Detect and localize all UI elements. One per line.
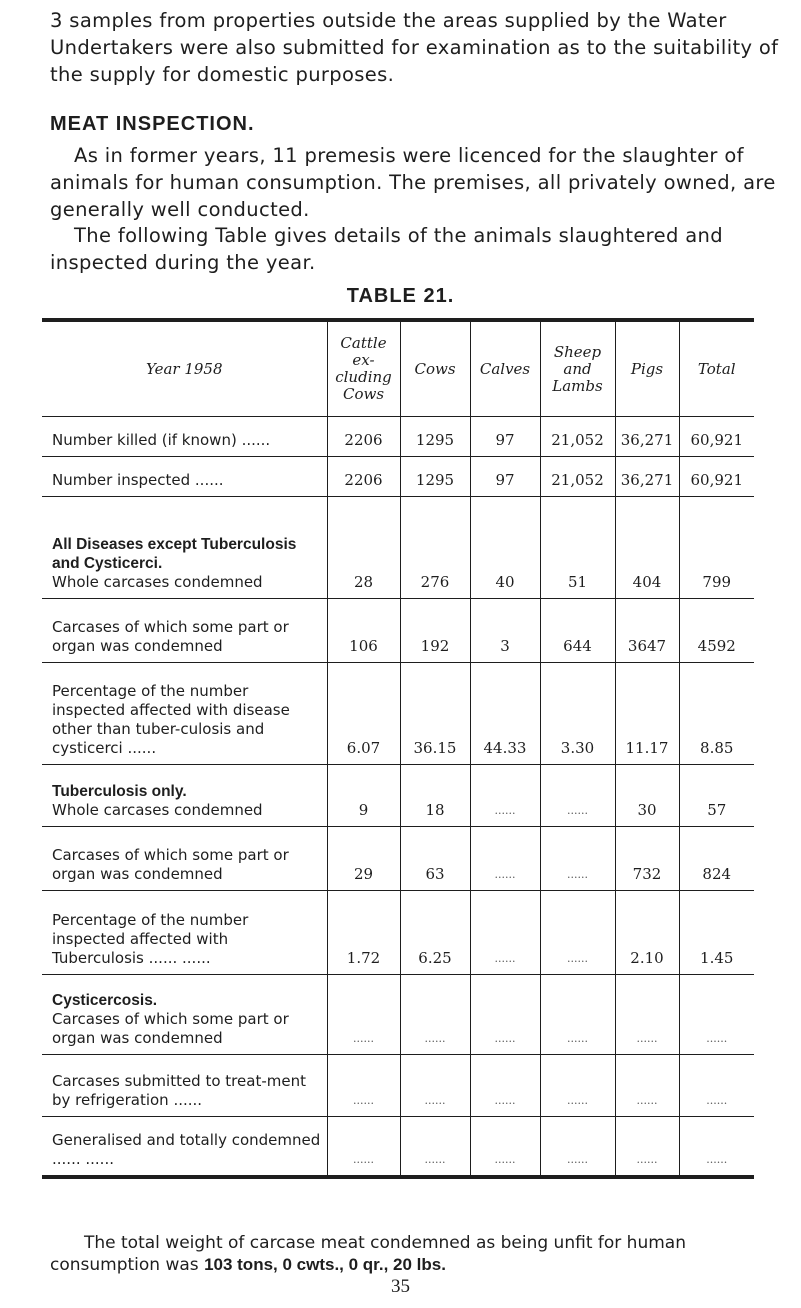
row-label-text: Number killed (if known) ...... <box>52 431 271 449</box>
column-header: Cows <box>400 320 470 417</box>
table-cell: ...... <box>470 1117 540 1177</box>
row-label-text: Whole carcases condemned <box>52 801 263 819</box>
footer-text: The total weight of carcase meat condemned as being unfit for human consumption was <box>50 1233 686 1275</box>
table-cell: 2.10 <box>615 891 679 975</box>
table-cell: ...... <box>540 891 615 975</box>
row-label <box>42 417 327 457</box>
table-cell: 3 <box>470 599 540 663</box>
table-cell: 3.30 <box>540 663 615 765</box>
table-cell: ...... <box>540 975 615 1055</box>
table-row <box>42 891 754 975</box>
table-cell: ...... <box>615 1117 679 1177</box>
table-cell: ...... <box>470 827 540 891</box>
row-label <box>42 1055 327 1117</box>
table-row <box>42 663 754 765</box>
table-row <box>42 497 754 599</box>
row-label-text: Percentage of the number inspected affected with disease other than tuber-culosis and cysticerci ...... <box>52 682 290 757</box>
row-group-heading: All Diseases except Tuberculosis and Cysticerci. <box>52 536 297 572</box>
row-group-heading: Cysticercosis. <box>52 992 158 1009</box>
table-row <box>42 975 754 1055</box>
column-header: Sheep and Lambs <box>540 320 615 417</box>
row-label <box>42 1117 327 1177</box>
slaughter-table <box>42 318 754 1179</box>
table-cell: 404 <box>615 497 679 599</box>
table-cell: 28 <box>327 497 400 599</box>
table-cell: 18 <box>400 765 470 827</box>
table-cell: 3647 <box>615 599 679 663</box>
table-cell: ...... <box>327 1117 400 1177</box>
table-cell: ...... <box>540 765 615 827</box>
column-header: Total <box>679 320 754 417</box>
table-cell: 44.33 <box>470 663 540 765</box>
table-cell: 29 <box>327 827 400 891</box>
table-row <box>42 417 754 457</box>
table-cell: 824 <box>679 827 754 891</box>
table-cell: 4592 <box>679 599 754 663</box>
table-cell: 276 <box>400 497 470 599</box>
table-cell: 97 <box>470 417 540 457</box>
table-row <box>42 599 754 663</box>
table-cell: 6.25 <box>400 891 470 975</box>
table-cell: ...... <box>679 975 754 1055</box>
table-cell: 1.45 <box>679 891 754 975</box>
row-label <box>42 765 327 827</box>
row-label-text: Percentage of the number inspected affected with Tuberculosis ...... ...... <box>52 911 249 967</box>
table-cell: 21,052 <box>540 417 615 457</box>
row-label <box>42 457 327 497</box>
table-cell: ...... <box>540 1117 615 1177</box>
table-cell: ...... <box>615 1055 679 1117</box>
table-cell: 644 <box>540 599 615 663</box>
table-cell: ...... <box>470 1055 540 1117</box>
table-row <box>42 457 754 497</box>
table-cell: ...... <box>400 1055 470 1117</box>
table-cell: 36,271 <box>615 457 679 497</box>
column-header: Calves <box>470 320 540 417</box>
column-header: Cattle ex-cluding Cows <box>327 320 400 417</box>
table-cell: ...... <box>540 827 615 891</box>
table-cell: 1295 <box>400 457 470 497</box>
row-label-text: Number inspected ...... <box>52 471 224 489</box>
footer-weight: 103 tons, 0 cwts., 0 qr., 20 lbs. <box>204 1255 446 1274</box>
table-row <box>42 827 754 891</box>
table-title: TABLE 21. <box>346 285 455 307</box>
table-cell: 40 <box>470 497 540 599</box>
row-label-text: Whole carcases condemned <box>52 573 263 591</box>
row-label <box>42 663 327 765</box>
footer-paragraph <box>50 1232 750 1276</box>
section-heading: MEAT INSPECTION. <box>50 113 255 135</box>
table-cell: ...... <box>540 1055 615 1117</box>
row-label-text: Carcases of which some part or organ was condemned <box>52 618 289 655</box>
table-cell: 2206 <box>327 417 400 457</box>
intro-paragraph: 3 samples from properties outside the areas supplied by the Water Undertakers were also submitted for examination as to the suitability of the supply for domestic purposes. <box>50 9 779 86</box>
table-cell: ...... <box>400 1117 470 1177</box>
column-header: Pigs <box>615 320 679 417</box>
row-label <box>42 891 327 975</box>
table-cell: ...... <box>400 975 470 1055</box>
table-cell: ...... <box>327 975 400 1055</box>
table-cell: 97 <box>470 457 540 497</box>
table-cell: 60,921 <box>679 457 754 497</box>
paragraph-table-intro: The following Table gives details of the animals slaughtered and inspected during the year. <box>50 224 723 274</box>
row-label-text: Carcases submitted to treat-ment by refrigeration ...... <box>52 1072 306 1109</box>
table-cell: 6.07 <box>327 663 400 765</box>
table-cell: 9 <box>327 765 400 827</box>
table-cell: 51 <box>540 497 615 599</box>
table-cell: 1295 <box>400 417 470 457</box>
table-cell: 799 <box>679 497 754 599</box>
table-cell: 192 <box>400 599 470 663</box>
row-group-heading: Tuberculosis only. <box>52 783 187 800</box>
table-cell: 30 <box>615 765 679 827</box>
table-cell: ...... <box>679 1055 754 1117</box>
table-cell: 60,921 <box>679 417 754 457</box>
table-header-row <box>42 320 754 417</box>
table-cell: ...... <box>470 975 540 1055</box>
table-cell: 8.85 <box>679 663 754 765</box>
table-cell: ...... <box>470 765 540 827</box>
table-cell: ...... <box>327 1055 400 1117</box>
row-label <box>42 975 327 1055</box>
row-label-text: Carcases of which some part or organ was condemned <box>52 1010 289 1047</box>
paragraph-premises: As in former years, 11 premesis were licenced for the slaughter of animals for human consumption. The premises, all privately owned, are generally well conducted. <box>50 144 776 221</box>
table-row <box>42 1055 754 1117</box>
row-label-text: Carcases of which some part or organ was condemned <box>52 846 289 883</box>
row-label <box>42 497 327 599</box>
table-cell: 36.15 <box>400 663 470 765</box>
year-header: Year 1958 <box>145 359 223 378</box>
table-cell: 63 <box>400 827 470 891</box>
table-cell: 11.17 <box>615 663 679 765</box>
table-cell: 57 <box>679 765 754 827</box>
table-cell: ...... <box>679 1117 754 1177</box>
table-cell: ...... <box>615 975 679 1055</box>
table-cell: 2206 <box>327 457 400 497</box>
table-cell: 1.72 <box>327 891 400 975</box>
table-row <box>42 765 754 827</box>
table-cell: 21,052 <box>540 457 615 497</box>
page-number: 35 <box>391 1276 410 1297</box>
row-label <box>42 599 327 663</box>
table-cell: 106 <box>327 599 400 663</box>
row-label-text: Generalised and totally condemned ...... ...... <box>52 1130 321 1168</box>
table-cell: 36,271 <box>615 417 679 457</box>
table-row <box>42 1117 754 1177</box>
table-cell: 732 <box>615 827 679 891</box>
row-label <box>42 827 327 891</box>
table-cell: ...... <box>470 891 540 975</box>
